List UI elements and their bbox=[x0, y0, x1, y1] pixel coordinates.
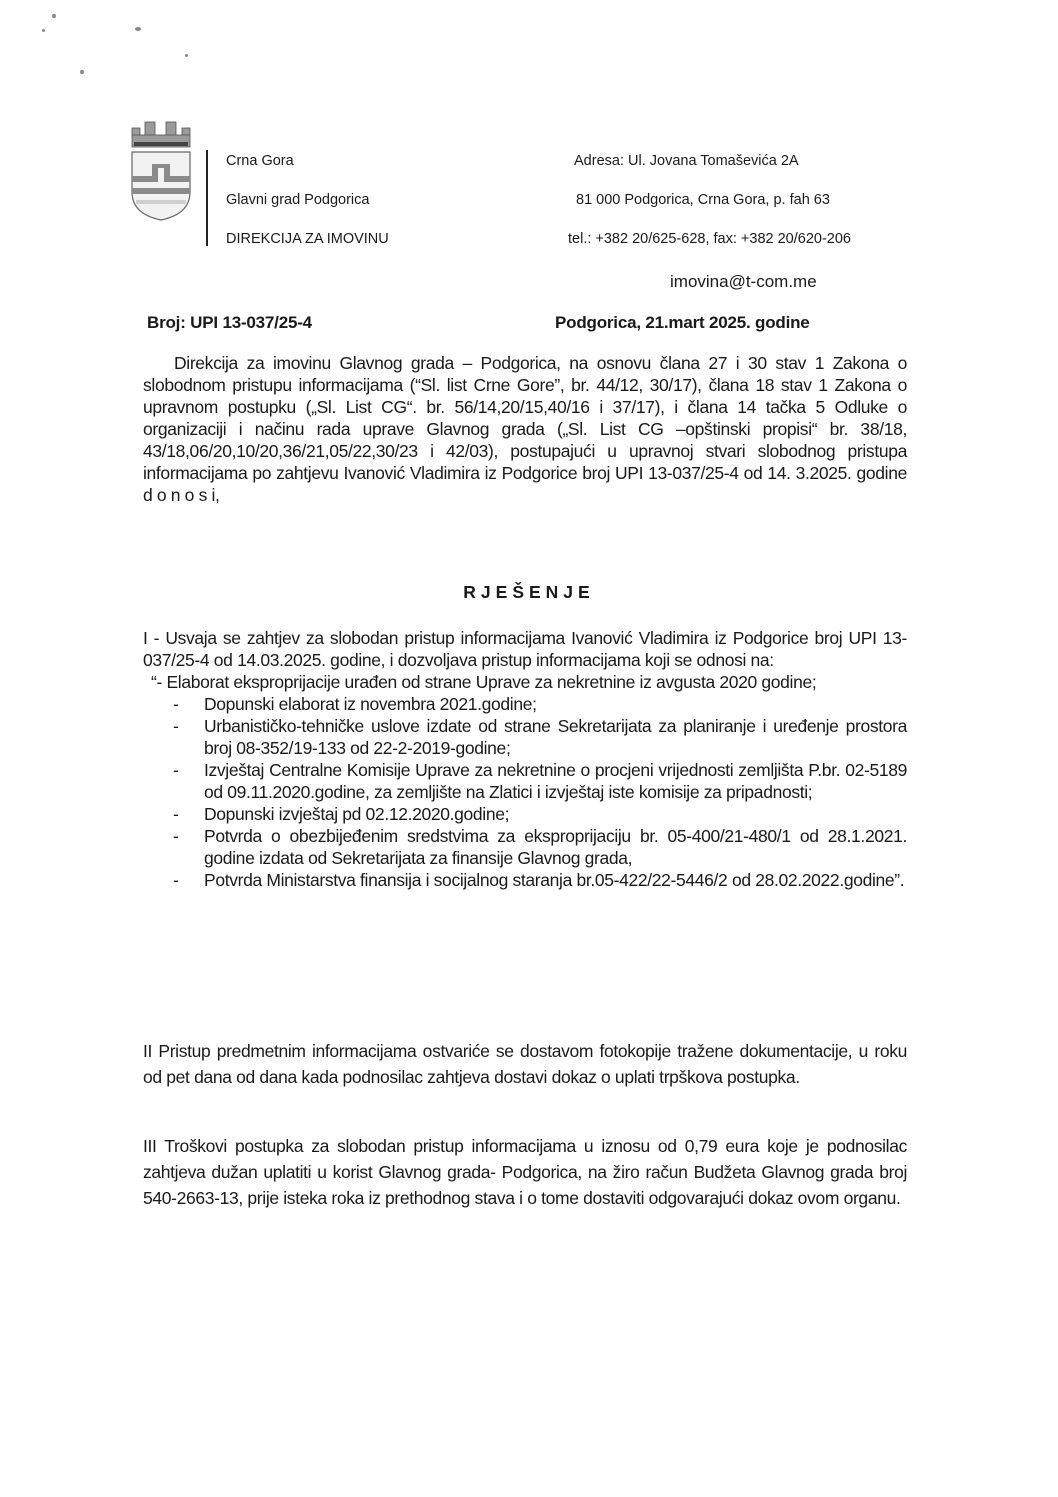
scan-speck bbox=[135, 27, 141, 31]
country-name: Crna Gora bbox=[226, 153, 294, 169]
contact-block bbox=[568, 151, 851, 311]
document-date: Podgorica, 21.mart 2025. godine bbox=[555, 313, 810, 332]
dash-bullet: - bbox=[173, 870, 179, 890]
dash-bullet: - bbox=[173, 694, 179, 714]
scan-speck bbox=[80, 70, 84, 74]
list-item: - Izvještaj Centralne Komisije Uprave za nekretnine o procjeni vrijednosti zemljišta P.br. 02-5189 od 09.11.2020.godine, za zemljište na Zlatici i izvještaj iste komisije za pripadnosti; bbox=[173, 760, 907, 802]
scan-speck bbox=[52, 14, 56, 18]
city-name: Glavni grad Podgorica bbox=[226, 192, 370, 208]
address-line: Adresa: Ul. Jovana Tomaševića 2A bbox=[574, 153, 799, 169]
document-list bbox=[143, 693, 907, 891]
section-3: III Troškovi postupka za slobodan pristup informacijama u iznosu od 0,79 eura koje je podnosilac zahtjeva dužan uplatiti u korist Glavnog grada- Podgorica, na žiro račun Budžeta Glavnog grada broj 540-2663-13, prije isteka roka iz prethodnog stava i o tome dostaviti odgovarajući dokaz ovom organu. bbox=[143, 1136, 907, 1208]
directorate-name: DIREKCIJA ZA IMOVINU bbox=[226, 231, 389, 247]
city-line: 81 000 Podgorica, Crna Gora, p. fah 63 bbox=[576, 192, 830, 208]
dash-bullet: - bbox=[173, 826, 179, 846]
coat-of-arms-icon bbox=[128, 118, 194, 222]
scan-speck bbox=[185, 54, 188, 57]
section-1-first-item: “- Elaborat eksproprijacije urađen od strane Uprave za nekretnine iz avgusta 2020 godine; bbox=[151, 672, 817, 692]
intro-paragraph: Direkcija za imovinu Glavnog grada – Podgorica, na osnovu člana 27 i 30 stav 1 Zakona o slobodnom pristupu informacijama (“Sl. list Crne Gore”, br. 44/12, 30/17), člana 18 stav 1 Zakona o upravnom postupku („Sl. List CG“. br. 56/14,20/15,40/16 i 37/17), i člana 14 tačka 5 Odluke o organizaciji i načinu rada uprave Glavnog grada („Sl. List CG –opštinski propisi“ br. 38/18, 43/18,06/20,10/20,36/21,05/22,30/23 i 42/03), postupajući u upravnoj stvari slobodnog pristupa informacijama po zahtjevu Ivanović Vladimira iz Podgorice broj UPI 13-037/25-4 od 14. 3.2025. godine d o n o s i, bbox=[143, 353, 907, 505]
dash-bullet: - bbox=[173, 804, 179, 824]
list-item: - Potvrda Ministarstva finansija i socijalnog staranja br.05-422/22-5446/2 od 28.02.2022.godine”. bbox=[173, 870, 905, 890]
list-item: - Dopunski elaborat iz novembra 2021.godine; bbox=[173, 694, 537, 714]
section-2: II Pristup predmetnim informacijama ostvariće se dostavom fotokopije tražene dokumentacije, u roku od pet dana od dana kada podnosilac zahtjeva dostavi dokaz o uplati trpškova postupka. bbox=[143, 1041, 907, 1087]
dash-bullet: - bbox=[173, 760, 179, 780]
list-item: - Urbanističko-tehničke uslove izdate od strane Sekretarijata za planiranje i uređenje prostora broj 08-352/19-133 od 22-2-2019-godine; bbox=[173, 716, 907, 758]
document-number: Broj: UPI 13-037/25-4 bbox=[147, 313, 312, 332]
section-1 bbox=[143, 627, 907, 891]
document-title: RJEŠENJE bbox=[463, 582, 595, 602]
phone-line: tel.: +382 20/625-628, fax: +382 20/620-206 bbox=[568, 231, 851, 247]
scan-speck bbox=[42, 29, 45, 32]
header-divider bbox=[206, 150, 208, 246]
section-1-lead: I - Usvaja se zahtjev za slobodan pristup informacijama Ivanović Vladimira iz Podgorice broj UPI 13-037/25-4 od 14.03.2025. godine, i dozvoljava pristup informacijama koji se odnosi na: bbox=[143, 628, 907, 670]
list-item: - Dopunski izvještaj pd 02.12.2020.godine; bbox=[173, 804, 510, 824]
issuer-block bbox=[226, 151, 389, 268]
dash-bullet: - bbox=[173, 716, 179, 736]
list-item: - Potvrda o obezbijeđenim sredstvima za eksproprijaciju br. 05-400/21-480/1 od 28.1.2021. godine izdata od Sekretarijata za finansije Glavnog grada, bbox=[173, 826, 907, 868]
email-address: imovina@t-com.me bbox=[670, 272, 817, 291]
